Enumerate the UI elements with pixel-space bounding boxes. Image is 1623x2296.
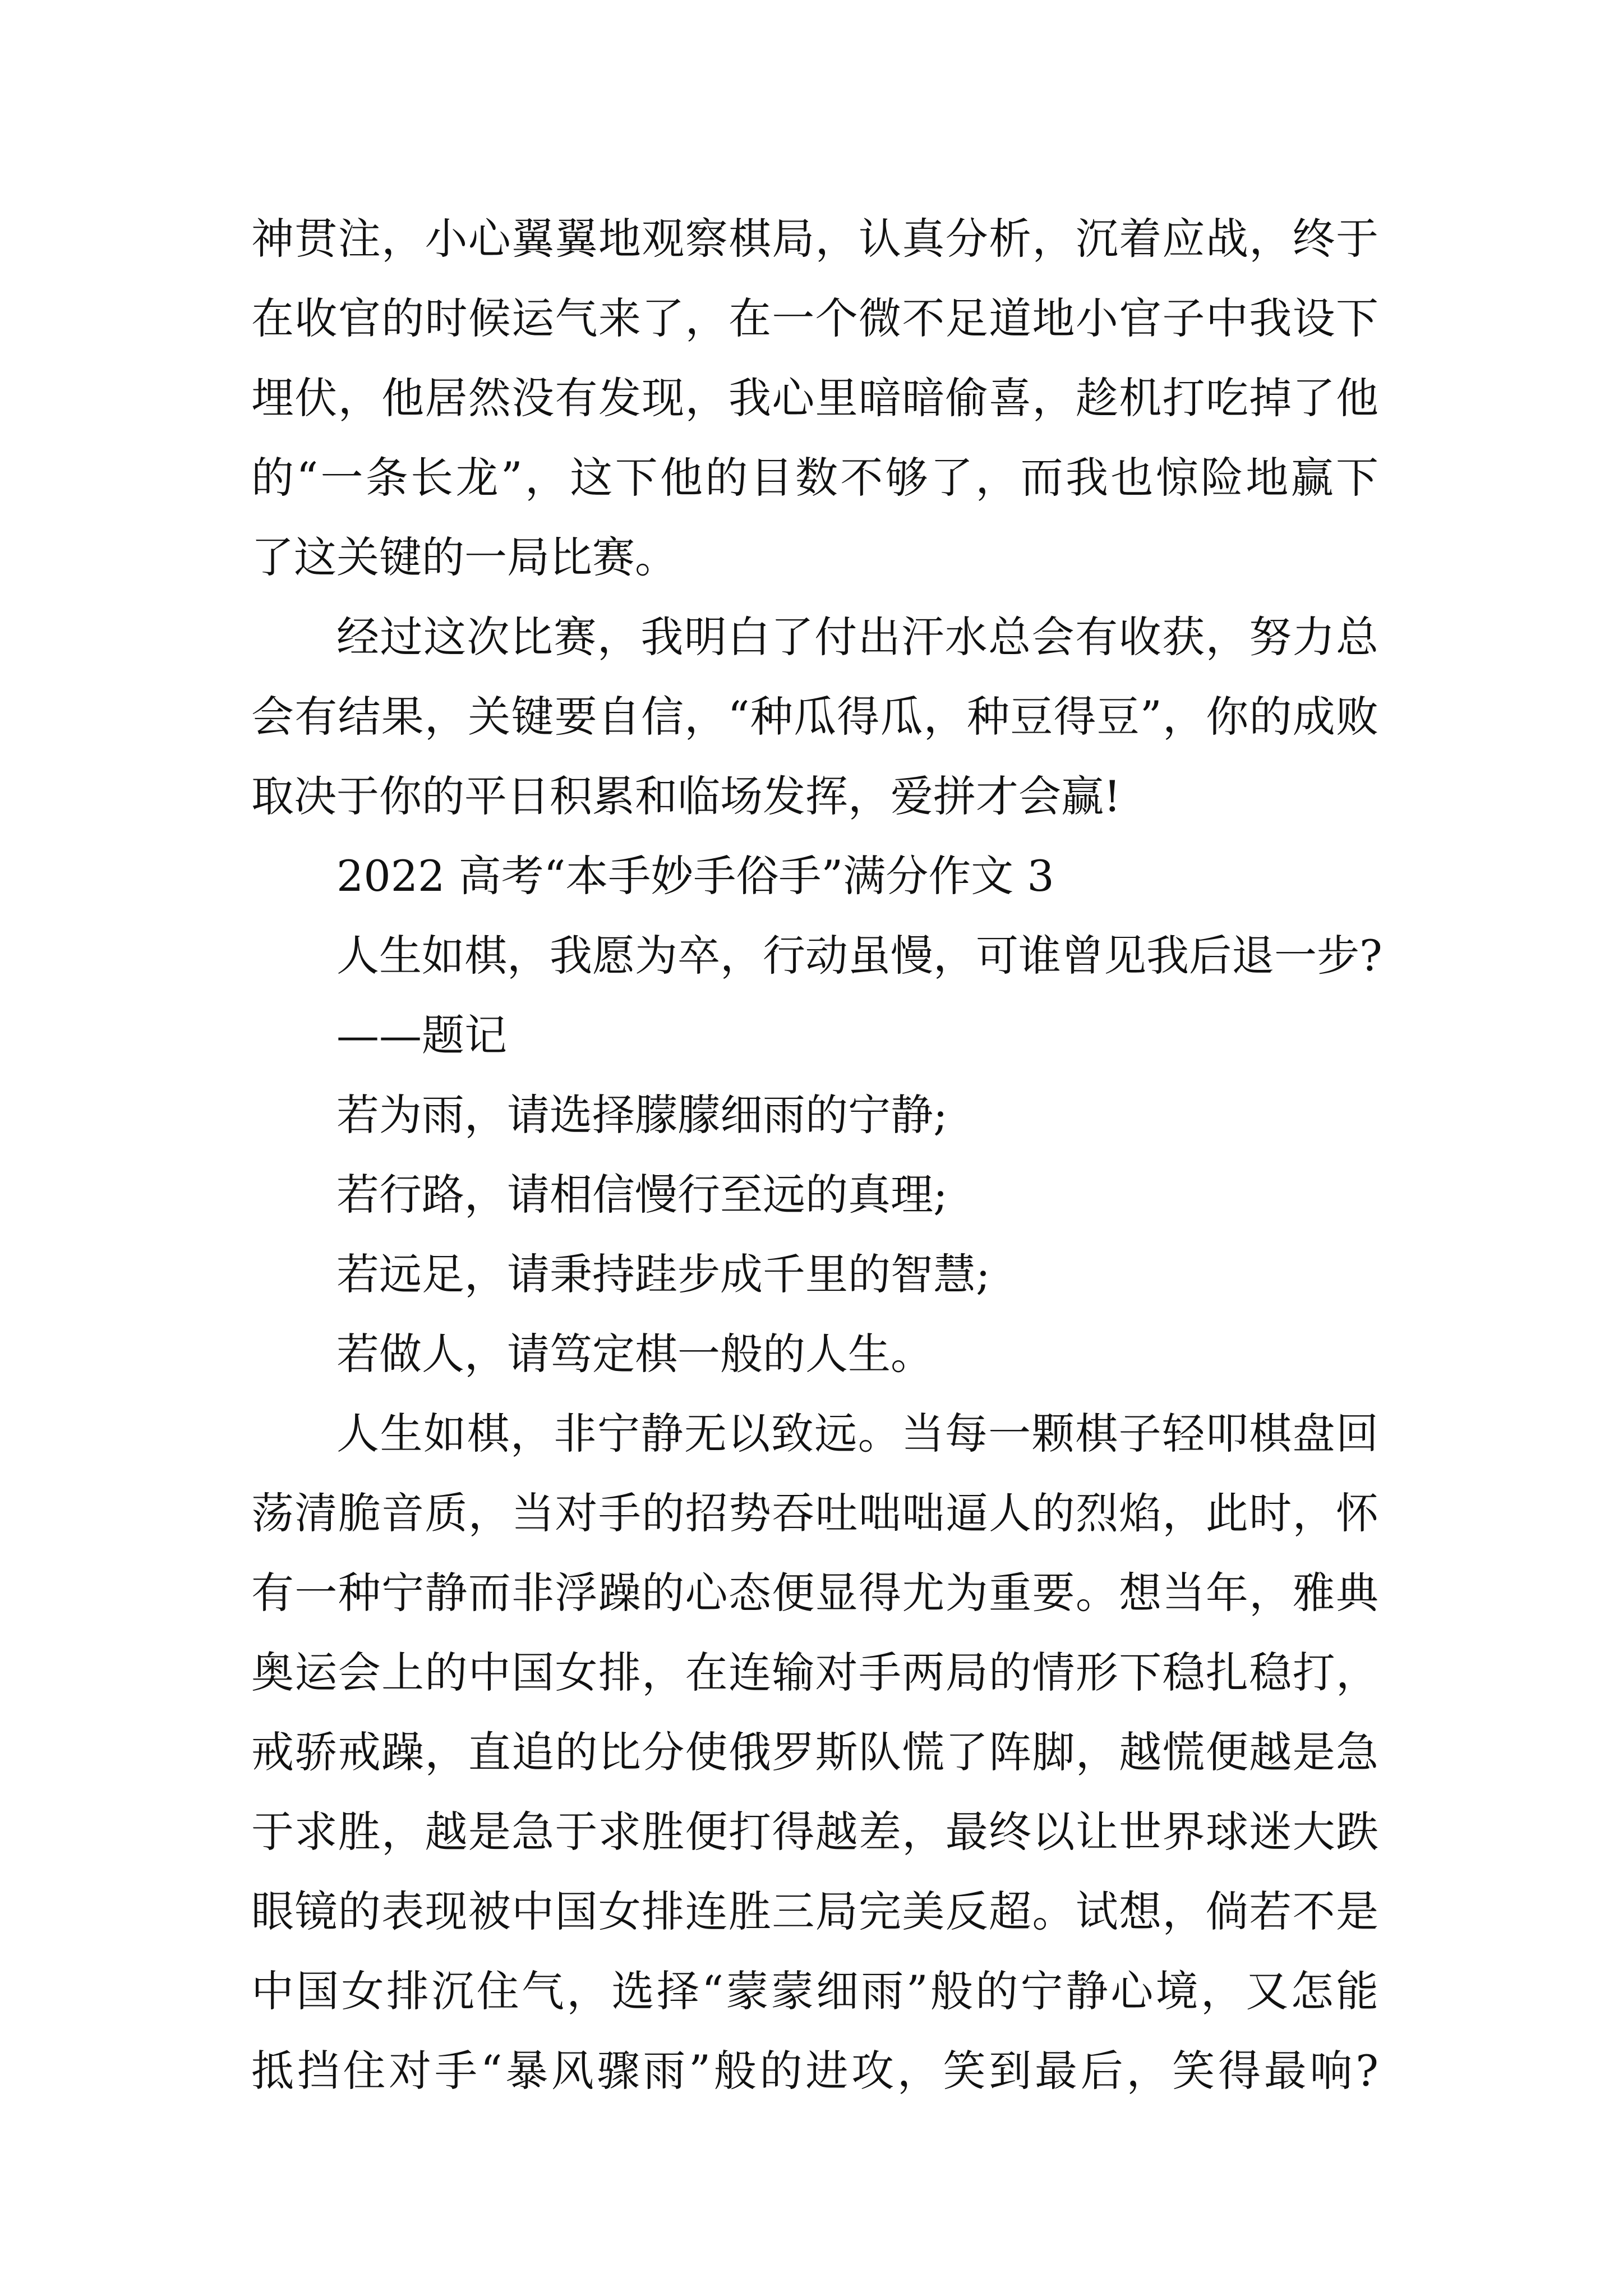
epigraph-line: 人生如棋，我愿为卒，行动虽慢，可谁曾见我后退一步? [336, 931, 1382, 981]
text-line: 戒骄戒躁，直追的比分使俄罗斯队慌了阵脚，越慌便越是急 [251, 1727, 1378, 1777]
text-line: 抵挡住对手“暴风骤雨”般的进攻，笑到最后，笑得最响? [251, 2046, 1378, 2096]
paragraph-first-line: 经过这次比赛，我明白了付出汗水总会有收获，努力总 [336, 612, 1378, 662]
verse-line: 若远足，请秉持跬步成千里的智慧; [336, 1249, 990, 1299]
text-line: 荡清脆音质，当对手的招势吞吐咄咄逼人的烈焰，此时，怀 [251, 1488, 1378, 1538]
text-line: 的“一条长龙”，这下他的目数不够了，而我也惊险地赢下 [251, 453, 1378, 503]
text-line: 奥运会上的中国女排，在连输对手两局的情形下稳扎稳打， [251, 1648, 1378, 1697]
text-line: 有一种宁静而非浮躁的心态便显得尤为重要。想当年，雅典 [251, 1568, 1378, 1618]
verse-line: 若行路，请相信慢行至远的真理; [336, 1170, 948, 1220]
text-line: 于求胜，越是急于求胜便打得越差，最终以让世界球迷大跌 [251, 1807, 1378, 1857]
section-heading: 2022 高考“本手妙手俗手”满分作文 3 [336, 851, 1054, 901]
text-line: 神贯注，小心翼翼地观察棋局，认真分析，沉着应战，终于 [251, 214, 1378, 264]
text-line: 在收官的时候运气来了，在一个微不足道地小官子中我设下 [251, 293, 1378, 343]
paragraph-first-line: 人生如棋，非宁静无以致远。当每一颗棋子轻叩棋盘回 [336, 1409, 1378, 1458]
verse-line: 若做人，请笃定棋一般的人生。 [336, 1329, 933, 1379]
text-line: 会有结果，关键要自信，“种瓜得瓜，种豆得豆”，你的成败 [251, 692, 1378, 742]
text-line: 眼镜的表现被中国女排连胜三局完美反超。试想，倘若不是 [251, 1887, 1378, 1936]
text-line: 了这关键的一局比赛。 [251, 532, 677, 582]
text-line: 埋伏，他居然没有发现，我心里暗暗偷喜，趁机打吃掉了他 [251, 373, 1378, 423]
document-body [251, 199, 1382, 2111]
text-line: 取决于你的平日积累和临场发挥，爱拼才会赢! [251, 771, 1121, 821]
verse-line: 若为雨，请选择朦朦细雨的宁静; [336, 1090, 948, 1140]
epigraph-attribution: ——题记 [336, 1010, 507, 1060]
text-line: 中国女排沉住气，选择“蒙蒙细雨”般的宁静心境，又怎能 [251, 1966, 1378, 2016]
